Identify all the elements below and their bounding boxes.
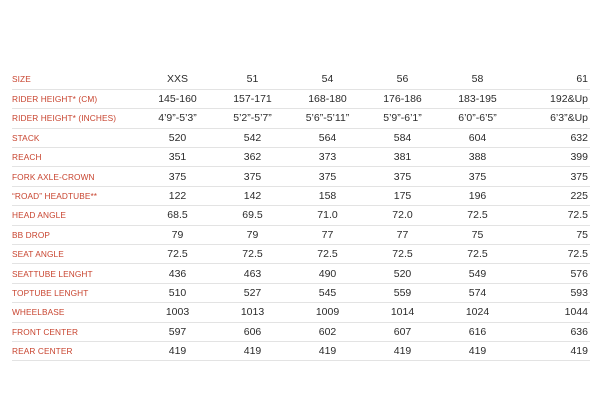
value-cell: 606 xyxy=(215,322,290,341)
value-cell: 419 xyxy=(140,341,215,360)
value-cell: 375 xyxy=(440,167,515,186)
value-cell: 520 xyxy=(140,128,215,147)
row-label: BB DROP xyxy=(12,225,140,244)
value-cell: 183-195 xyxy=(440,89,515,108)
value-cell: 1014 xyxy=(365,303,440,322)
value-cell: 196 xyxy=(440,186,515,205)
value-cell: 72.5 xyxy=(515,206,590,225)
value-cell: 636 xyxy=(515,322,590,341)
table-row xyxy=(12,89,590,108)
row-label: RIDER HEIGHT* (CM) xyxy=(12,89,140,108)
size-header-cell: 54 xyxy=(290,70,365,89)
value-cell: 607 xyxy=(365,322,440,341)
value-cell: 72.5 xyxy=(515,245,590,264)
value-cell: 69.5 xyxy=(215,206,290,225)
table-row xyxy=(12,264,590,283)
row-label: FRONT CENTER xyxy=(12,322,140,341)
row-label: REAR CENTER xyxy=(12,341,140,360)
value-cell: 375 xyxy=(140,167,215,186)
geometry-table xyxy=(12,70,590,361)
value-cell: 1013 xyxy=(215,303,290,322)
value-cell: 399 xyxy=(515,148,590,167)
value-cell: 1009 xyxy=(290,303,365,322)
value-cell: 77 xyxy=(290,225,365,244)
value-cell: 436 xyxy=(140,264,215,283)
table-row xyxy=(12,341,590,360)
row-label: STACK xyxy=(12,128,140,147)
value-cell: 419 xyxy=(215,341,290,360)
value-cell: 176-186 xyxy=(365,89,440,108)
value-cell: 72.5 xyxy=(290,245,365,264)
value-cell: 388 xyxy=(440,148,515,167)
value-cell: 158 xyxy=(290,186,365,205)
value-cell: 576 xyxy=(515,264,590,283)
table-row xyxy=(12,322,590,341)
row-label: TOPTUBE LENGHT xyxy=(12,283,140,302)
value-cell: 6’0”-6’5” xyxy=(440,109,515,128)
value-cell: 79 xyxy=(215,225,290,244)
table-row xyxy=(12,283,590,302)
value-cell: 510 xyxy=(140,283,215,302)
table-row xyxy=(12,303,590,322)
value-cell: 192&Up xyxy=(515,89,590,108)
table-row xyxy=(12,206,590,225)
value-cell: 373 xyxy=(290,148,365,167)
value-cell: 381 xyxy=(365,148,440,167)
value-cell: 375 xyxy=(290,167,365,186)
value-cell: 225 xyxy=(515,186,590,205)
value-cell: 72.5 xyxy=(140,245,215,264)
size-header-cell: 58 xyxy=(440,70,515,89)
table-row xyxy=(12,148,590,167)
table-row xyxy=(12,186,590,205)
value-cell: 574 xyxy=(440,283,515,302)
value-cell: 419 xyxy=(365,341,440,360)
geometry-table-body xyxy=(12,70,590,361)
value-cell: 75 xyxy=(515,225,590,244)
row-label: “ROAD” HEADTUBE** xyxy=(12,186,140,205)
value-cell: 584 xyxy=(365,128,440,147)
value-cell: 72.5 xyxy=(365,245,440,264)
table-row xyxy=(12,128,590,147)
value-cell: 4’9”-5’3” xyxy=(140,109,215,128)
value-cell: 1044 xyxy=(515,303,590,322)
table-row xyxy=(12,245,590,264)
row-label: RIDER HEIGHT* (INCHES) xyxy=(12,109,140,128)
value-cell: 602 xyxy=(290,322,365,341)
value-cell: 5’2”-5’7” xyxy=(215,109,290,128)
value-cell: 419 xyxy=(290,341,365,360)
value-cell: 68.5 xyxy=(140,206,215,225)
table-row xyxy=(12,167,590,186)
value-cell: 632 xyxy=(515,128,590,147)
value-cell: 75 xyxy=(440,225,515,244)
value-cell: 559 xyxy=(365,283,440,302)
value-cell: 549 xyxy=(440,264,515,283)
row-label: SEAT ANGLE xyxy=(12,245,140,264)
value-cell: 1024 xyxy=(440,303,515,322)
row-label: FORK AXLE-CROWN xyxy=(12,167,140,186)
size-header-row xyxy=(12,70,590,89)
value-cell: 6’3”&Up xyxy=(515,109,590,128)
value-cell: 362 xyxy=(215,148,290,167)
value-cell: 122 xyxy=(140,186,215,205)
value-cell: 351 xyxy=(140,148,215,167)
value-cell: 79 xyxy=(140,225,215,244)
value-cell: 1003 xyxy=(140,303,215,322)
value-cell: 463 xyxy=(215,264,290,283)
value-cell: 545 xyxy=(290,283,365,302)
value-cell: 593 xyxy=(515,283,590,302)
value-cell: 157-171 xyxy=(215,89,290,108)
value-cell: 375 xyxy=(365,167,440,186)
row-label: WHEELBASE xyxy=(12,303,140,322)
value-cell: 419 xyxy=(515,341,590,360)
value-cell: 604 xyxy=(440,128,515,147)
row-label: HEAD ANGLE xyxy=(12,206,140,225)
row-label: SIZE xyxy=(12,70,140,89)
value-cell: 72.5 xyxy=(215,245,290,264)
size-header-cell: 56 xyxy=(365,70,440,89)
value-cell: 72.0 xyxy=(365,206,440,225)
row-label: REACH xyxy=(12,148,140,167)
value-cell: 71.0 xyxy=(290,206,365,225)
size-header-cell: XXS xyxy=(140,70,215,89)
value-cell: 419 xyxy=(440,341,515,360)
row-label: SEATTUBE LENGHT xyxy=(12,264,140,283)
size-header-cell: 61 xyxy=(515,70,590,89)
size-header-cell: 51 xyxy=(215,70,290,89)
value-cell: 72.5 xyxy=(440,245,515,264)
value-cell: 145-160 xyxy=(140,89,215,108)
value-cell: 168-180 xyxy=(290,89,365,108)
value-cell: 597 xyxy=(140,322,215,341)
value-cell: 142 xyxy=(215,186,290,205)
value-cell: 527 xyxy=(215,283,290,302)
table-row xyxy=(12,109,590,128)
value-cell: 564 xyxy=(290,128,365,147)
value-cell: 72.5 xyxy=(440,206,515,225)
value-cell: 520 xyxy=(365,264,440,283)
value-cell: 5’6”-5’11” xyxy=(290,109,365,128)
value-cell: 375 xyxy=(515,167,590,186)
value-cell: 375 xyxy=(215,167,290,186)
table-row xyxy=(12,225,590,244)
value-cell: 5’9”-6’1” xyxy=(365,109,440,128)
value-cell: 175 xyxy=(365,186,440,205)
value-cell: 542 xyxy=(215,128,290,147)
value-cell: 77 xyxy=(365,225,440,244)
value-cell: 616 xyxy=(440,322,515,341)
value-cell: 490 xyxy=(290,264,365,283)
